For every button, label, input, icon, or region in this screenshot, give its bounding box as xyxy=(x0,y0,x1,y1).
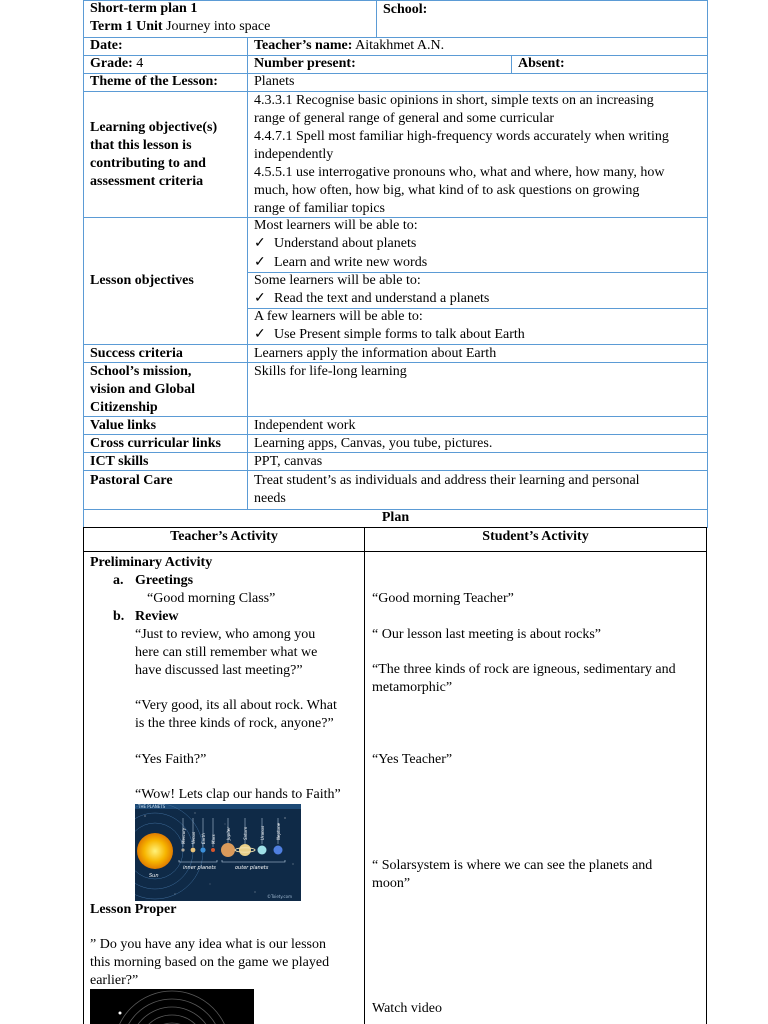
lesson-objectives-label: Lesson objectives xyxy=(90,273,194,288)
theme-label: Theme of the Lesson: xyxy=(90,74,218,89)
few-learners-heading: A few learners will be able to: xyxy=(254,309,423,324)
objective-item xyxy=(254,254,427,272)
objective-line: 4.4.7.1 Spell most familiar high-frequency words accurately when writing xyxy=(254,129,669,144)
check-icon: ✓ xyxy=(254,255,266,270)
list-marker: a. xyxy=(113,573,124,588)
check-icon: ✓ xyxy=(254,327,266,342)
venus-icon xyxy=(191,848,196,853)
objective-line: much, how often, how big, what kind of to ask questions on growing xyxy=(254,183,640,198)
objective-item xyxy=(254,290,489,308)
grade-label: Grade: xyxy=(90,56,133,71)
preliminary-activity: Preliminary Activity xyxy=(90,555,213,570)
pastoral-line: Treat student’s as individuals and address their learning and personal xyxy=(254,473,640,488)
mercury-icon xyxy=(181,848,184,851)
sun-label: Sun xyxy=(149,873,159,879)
plan-table-hline xyxy=(83,551,707,552)
student-review-answer: “ Our lesson last meeting is about rocks” xyxy=(372,627,602,642)
greetings-heading: Greetings xyxy=(135,573,194,588)
label-line: School’s mission, xyxy=(90,364,192,379)
label-line: Learning objective(s) xyxy=(90,120,218,135)
label-line: Citizenship xyxy=(90,400,158,415)
uranus-icon xyxy=(258,846,267,855)
table-hline xyxy=(83,55,708,56)
objective-line: range of general range of general and some curricular xyxy=(254,111,555,126)
most-learners-heading: Most learners will be able to: xyxy=(254,218,418,233)
label-line: vision and Global xyxy=(90,382,196,397)
list-marker: b. xyxy=(113,609,125,624)
yes-faith: “Yes Faith?” xyxy=(135,752,207,767)
mars-icon xyxy=(211,848,215,852)
student-watch-video: Watch video xyxy=(372,1001,443,1016)
text-line: ” Do you have any idea what is our lesson xyxy=(90,937,326,952)
student-activity-header: Student’s Activity xyxy=(482,529,589,544)
jupiter-icon xyxy=(221,843,235,857)
figure-header: THE PLANETS xyxy=(138,804,166,809)
video-thumbnail[interactable] xyxy=(90,989,254,1024)
image-credit: ©Toiety.com xyxy=(267,894,292,899)
objective-item-text: Read the text and understand a planets xyxy=(274,291,490,306)
text-line: here can still remember what we xyxy=(135,645,318,660)
text-line: “Just to review, who among you xyxy=(135,627,316,642)
text-line: this morning based on the game we played xyxy=(90,955,330,970)
objective-item xyxy=(254,326,525,344)
pastoral-line: needs xyxy=(254,491,286,506)
learning-objectives-text xyxy=(254,92,669,218)
objective-line: independently xyxy=(254,147,334,162)
neptune-icon xyxy=(274,846,283,855)
sun-icon xyxy=(137,833,173,869)
earth-icon xyxy=(200,847,205,852)
orbits-illustration xyxy=(90,989,254,1024)
planet-dot xyxy=(119,1012,122,1015)
ict-skills-label: ICT skills xyxy=(90,454,149,469)
absent-label: Absent: xyxy=(518,56,565,71)
planets-image xyxy=(135,804,301,901)
lesson-proper-heading: Lesson Proper xyxy=(90,902,177,917)
text-line: moon” xyxy=(372,876,411,891)
planet-label: Jupiter xyxy=(226,826,231,840)
objective-line: range of familiar topics xyxy=(254,201,386,216)
student-greeting: “Good morning Teacher” xyxy=(372,591,514,606)
outer-planets-label: outer planets xyxy=(235,865,269,871)
table-border-right xyxy=(707,0,708,528)
planet-label: Mars xyxy=(211,834,216,844)
plan-table-divider xyxy=(364,527,365,1024)
number-present-label: Number present: xyxy=(254,56,356,71)
label-line: assessment criteria xyxy=(90,174,204,189)
objective-item-text: Learn and write new words xyxy=(274,255,428,270)
value-links-value: Independent work xyxy=(254,418,356,433)
text-line: “ Solarsystem is where we can see the planets and xyxy=(372,858,653,873)
objective-line: 4.5.5.1 use interrogative pronouns who, what and where, how many, how xyxy=(254,165,665,180)
check-icon: ✓ xyxy=(254,291,266,306)
planet-label: Mercury xyxy=(181,827,186,844)
lesson-idea-question xyxy=(90,936,329,990)
text-line: “The three kinds of rock are igneous, sedimentary and xyxy=(372,662,676,677)
objective-line: 4.3.3.1 Recognise basic opinions in short, simple texts on an increasing xyxy=(254,93,654,108)
planet-label: Neptune xyxy=(276,822,281,840)
mission-label xyxy=(90,363,195,417)
review-question xyxy=(135,626,317,680)
review-heading: Review xyxy=(135,609,179,624)
mission-value: Skills for life-long learning xyxy=(254,364,407,379)
inner-planets-label: inner planets xyxy=(183,865,216,871)
teacher-label: Teacher’s name: xyxy=(254,38,353,53)
objective-item-text: Understand about planets xyxy=(274,236,417,251)
check-icon: ✓ xyxy=(254,236,266,251)
ict-skills-value: PPT, canvas xyxy=(254,454,323,469)
table-divider xyxy=(247,37,248,510)
term-label: Term 1 Unit xyxy=(90,19,163,34)
objective-item xyxy=(254,235,416,253)
objective-item-text: Use Present simple forms to talk about Earth xyxy=(274,327,525,342)
teacher-activity-header: Teacher’s Activity xyxy=(170,529,278,544)
term-unit xyxy=(90,18,270,36)
success-criteria-value: Learners apply the information about Earth xyxy=(254,346,497,361)
student-rocks-answer xyxy=(372,661,676,697)
table-hline xyxy=(83,470,708,471)
text-line: metamorphic” xyxy=(372,680,453,695)
theme-value: Planets xyxy=(254,74,295,89)
student-solar-answer xyxy=(372,857,652,893)
pastoral-care-label: Pastoral Care xyxy=(90,473,173,488)
grade xyxy=(90,55,143,73)
learning-objectives-label xyxy=(90,119,217,191)
table-divider xyxy=(376,0,377,37)
label-line: contributing to and xyxy=(90,156,206,171)
plan-title: Plan xyxy=(381,510,410,525)
value-links-label: Value links xyxy=(90,418,157,433)
school-label: School: xyxy=(383,2,428,17)
clap-line: “Wow! Lets clap our hands to Faith” xyxy=(135,787,341,802)
some-learners-heading: Some learners will be able to: xyxy=(254,273,421,288)
rock-question xyxy=(135,697,337,733)
plan-table-border-right xyxy=(706,527,707,1024)
saturn-icon xyxy=(239,844,251,856)
teacher-name xyxy=(254,37,444,55)
planet-label: Venus xyxy=(191,831,196,844)
label-line: that this lesson is xyxy=(90,138,192,153)
plan-table-border-left xyxy=(83,527,84,1024)
text-line: “Very good, its all about rock. What xyxy=(135,698,337,713)
grade-value: 4 xyxy=(132,56,144,71)
success-criteria-label: Success criteria xyxy=(90,346,183,361)
text-line: is the three kinds of rock, anyone?” xyxy=(135,716,334,731)
date-label: Date: xyxy=(90,38,123,53)
text-line: have discussed last meeting?” xyxy=(135,663,303,678)
student-yes: “Yes Teacher” xyxy=(372,752,453,767)
teacher-value: Aitakhmet A.N. xyxy=(352,38,445,53)
cross-curricular-value: Learning apps, Canvas, you tube, pictures. xyxy=(254,436,493,451)
table-border-left xyxy=(83,0,84,528)
pastoral-care-value xyxy=(254,472,640,508)
plan-label: Short-term plan 1 xyxy=(90,1,198,16)
planet-label: Uranus xyxy=(260,825,265,840)
cross-curricular-label: Cross curricular links xyxy=(90,436,221,451)
planet-label: Saturn xyxy=(243,826,248,840)
text-line: earlier?” xyxy=(90,973,139,988)
teacher-greeting: “Good morning Class” xyxy=(147,591,276,606)
unit-name: Journey into space xyxy=(162,19,271,34)
planets-illustration xyxy=(135,804,301,901)
planet-label: Earth xyxy=(201,833,206,844)
table-divider xyxy=(511,55,512,73)
